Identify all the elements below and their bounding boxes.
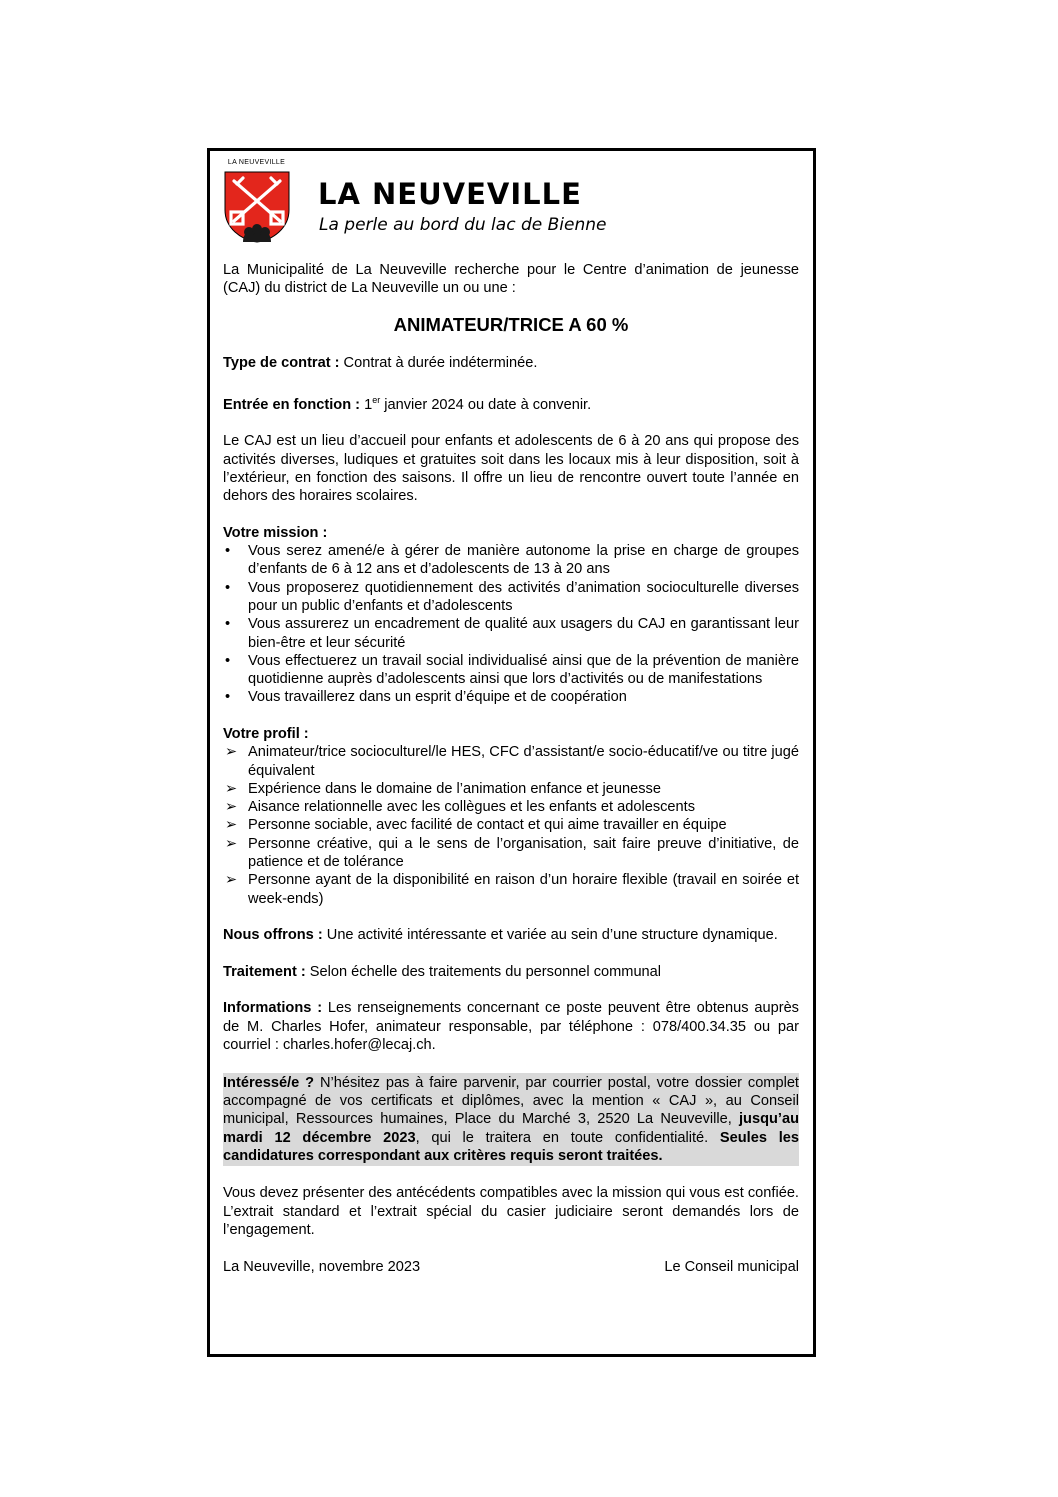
contract-value: Contrat à durée indéterminée. — [339, 355, 538, 372]
list-item: • Vous proposerez quotidiennement des activités d’animation socioculturelle diverses pour un public d’enfants et d’adolescents — [225, 579, 799, 614]
list-item: ➢ Personne sociable, avec facilité de contact et qui aime travailler en équipe — [225, 817, 727, 834]
list-item: ➢ Expérience dans le domaine de l’animation enfance et jeunesse — [225, 780, 661, 797]
bullet-icon: • — [225, 652, 231, 669]
salary-line: Traitement : Selon échelle des traitements du personnel communal — [223, 963, 662, 980]
apply-box: Intéressé/e ? N’hésitez pas à faire parvenir, par courrier postal, votre dossier complet accompagné de vos certificats et diplômes, avec la mention « CAJ », au Conseil municipal, Ressources humaines, Place du Marché 3, 2520 La Neuveville, jusqu’au mardi 12 décembre 2023, qui le traitera en toute confidentialité. Seules les candidatures correspondant aux critères requis seront traitées. — [223, 1073, 799, 1166]
start-label: Entrée en fonction : — [223, 396, 361, 413]
crest-caption: LA NEUVEVILLE — [227, 159, 286, 166]
arrow-bullet-icon: ➢ — [225, 799, 238, 816]
contract-label: Type de contrat : — [223, 355, 340, 372]
bullet-icon: • — [225, 579, 231, 596]
brand-tagline: La perle au bord du lac de Bienne — [319, 215, 607, 235]
list-item: • Vous effectuerez un travail social individualisé ainsi que de la prévention de manière quotidienne auprès d’adolescents ainsi que lors d’activités ou de manifestations — [225, 652, 799, 688]
profile-list — [223, 743, 799, 908]
arrow-bullet-icon: ➢ — [225, 780, 238, 797]
mission-title: Votre mission : — [223, 524, 328, 541]
list-item: ➢ Personne ayant de la disponibilité en raison d’un horaire flexible (travail en soirée et week-ends) — [225, 872, 799, 907]
coat-of-arms-logo — [221, 168, 293, 244]
contract-line — [223, 354, 799, 372]
description-text: Le CAJ est un lieu d’accueil pour enfants et adolescents de 6 à 20 ans qui propose des activités diverses, ludiques et gratuites soit dans les locaux mis à leur disposition, soit à l’extérieur, en fonction des saisons. Il offre un lieu de rencontre ouvert toute l’année en dehors des horaires scolaires. — [223, 433, 799, 505]
signature-row — [223, 1258, 799, 1276]
list-item: ➢ Aisance relationnelle avec les collègues et les enfants et adolescents — [225, 799, 696, 816]
intro-text: La Municipalité de La Neuveville recherche pour le Centre d’animation de jeunesse (CAJ) du district de La Neuveville un ou une : — [223, 262, 799, 297]
list-item: ➢ Animateur/trice socioculturel/le HES, CFC d’assistant/e socio-éducatif/ve ou titre jugé équivalent — [225, 744, 799, 779]
mission-list — [223, 542, 799, 707]
bullet-icon: • — [225, 689, 231, 706]
place-date: La Neuveville, novembre 2023 — [223, 1258, 421, 1275]
start-line: Entrée en fonction : 1er janvier 2024 ou date à convenir. — [223, 394, 592, 413]
info-line: Informations : Les renseignements concernant ce poste peuvent être obtenus auprès de M. Charles Hofer, animateur responsable, par téléphone : 078/400.34.35 ou par courriel : charles.hofer@lecaj.ch. — [223, 1000, 799, 1054]
start-value: janvier 2024 ou date à convenir. — [380, 396, 592, 413]
list-item: • Vous travaillerez dans un esprit d’équipe et de coopération — [225, 689, 627, 706]
bullet-icon: • — [225, 543, 231, 560]
signature: Le Conseil municipal — [664, 1258, 799, 1275]
arrow-bullet-icon: ➢ — [225, 872, 238, 889]
list-item: • Vous serez amené/e à gérer de manière autonome la prise en charge de groupes d’enfants de 6 à 12 ans et d’adolescents de 13 à 20 ans — [225, 543, 799, 578]
brand-name: LA NEUVEVILLE — [318, 177, 582, 211]
arrow-bullet-icon: ➢ — [225, 835, 238, 852]
deadline: jusqu’au mardi 12 décembre 2023 — [223, 1111, 799, 1146]
requirements-text: Vous devez présenter des antécédents compatibles avec la mission qui vous est confiée. L’extrait standard et l’extrait spécial du casier judiciaire seront demandés lors de l’engagement. — [223, 1185, 799, 1238]
profile-title: Votre profil : — [223, 725, 309, 742]
job-title: ANIMATEUR/TRICE A 60 % — [393, 313, 629, 335]
list-item: • Vous assurerez un encadrement de qualité aux usagers du CAJ en garantissant leur bien-être et leur sécurité — [225, 616, 799, 651]
bullet-icon: • — [225, 616, 231, 633]
selection-note: Seules les candidatures correspondant aux critères requis seront traitées. — [223, 1129, 799, 1164]
ad-content — [223, 261, 799, 1276]
arrow-bullet-icon: ➢ — [225, 744, 238, 761]
list-item: ➢ Personne créative, qui a le sens de l’organisation, sait faire preuve d’initiative, de patience et de tolérance — [225, 835, 799, 871]
offer-line: Nous offrons : Une activité intéressante et variée au sein d’une structure dynamique. — [223, 927, 778, 944]
arrow-bullet-icon: ➢ — [225, 817, 238, 834]
